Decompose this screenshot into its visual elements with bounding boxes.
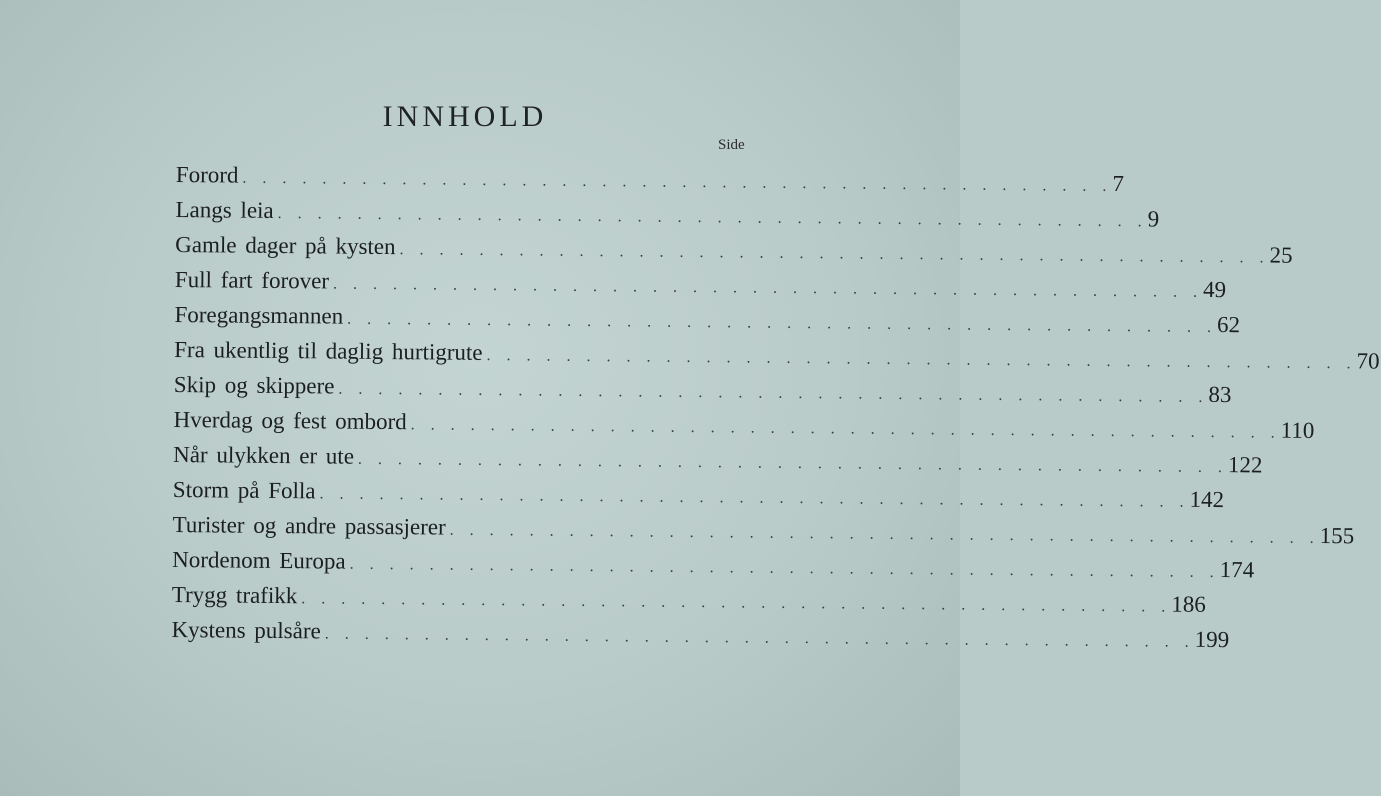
toc-leader-dots: . . . . . . . . . . . . . . . . . . . . . . . . . . . . . . . . . . . . . . . . . . . . — [319, 485, 1190, 511]
toc-entry — [173, 406, 1315, 448]
toc-leader-dots: . . . . . . . . . . . . . . . . . . . . . . . . . . . . . . . . . . . . . . . . . . . . — [242, 169, 1113, 195]
toc-leader-dots: . . . . . . . . . . . . . . . . . . . . . . . . . . . . . . . . . . . . . . . . . . . . — [357, 450, 1228, 477]
toc-entry — [175, 196, 1160, 238]
toc-entry — [175, 231, 1293, 273]
toc-entry-title: Full fart forover — [174, 266, 330, 294]
toc-entry-page: 199 — [1194, 626, 1230, 653]
toc-entry-page: 186 — [1171, 591, 1206, 617]
toc-entry — [174, 336, 1380, 378]
toc-entry-title: Storm på Folla — [172, 476, 316, 504]
toc-entry-page: 62 — [1217, 312, 1241, 338]
toc-entry-title: Trygg trafikk — [171, 581, 298, 609]
toc-entry-page: 122 — [1227, 452, 1263, 478]
toc-leader-dots: . . . . . . . . . . . . . . . . . . . . . . . . . . . . . . . . . . . . . . . . . . . . — [332, 275, 1204, 301]
toc-entry-page: 110 — [1280, 417, 1315, 443]
toc-entry — [171, 581, 1206, 623]
toc-leader-dots: . . . . . . . . . . . . . . . . . . . . . . . . . . . . . . . . . . . . . . . . . . . . — [410, 416, 1281, 442]
toc-entry — [172, 476, 1225, 518]
toc-leader-dots: . . . . . . . . . . . . . . . . . . . . . . . . . . . . . . . . . . . . . . . . . . . . — [277, 204, 1148, 231]
toc-entry — [174, 301, 1241, 343]
toc-entry-page: 142 — [1189, 486, 1225, 513]
toc-entry — [175, 162, 1125, 203]
toc-entry — [172, 511, 1355, 553]
page-column-label: Side — [718, 137, 745, 153]
toc-entry-title: Forord — [175, 162, 239, 188]
toc-entry — [174, 266, 1227, 308]
toc-entry — [173, 371, 1232, 413]
toc-entry-title: Fra ukentlig til daglig hurtigrute — [174, 336, 483, 365]
toc-leader-dots: . . . . . . . . . . . . . . . . . . . . . . . . . . . . . . . . . . . . . . . . . . . . — [338, 380, 1209, 406]
toc-leader-dots: . . . . . . . . . . . . . . . . . . . . . . . . . . . . . . . . . . . . . . . . . . . . — [349, 555, 1220, 582]
toc-entry — [172, 546, 1255, 588]
toc-entry-title: Gamle dager på kysten — [175, 231, 396, 260]
toc-leader-dots: . . . . . . . . . . . . . . . . . . . . . . . . . . . . . . . . . . . . . . . . . . . . — [399, 241, 1270, 267]
toc-leader-dots: . . . . . . . . . . . . . . . . . . . . . . . . . . . . . . . . . . . . . . . . . . . . — [486, 346, 1357, 373]
toc-entry-page: 7 — [1112, 170, 1125, 197]
toc-entry-title: Skip og skippere — [173, 371, 335, 399]
toc-entry — [171, 616, 1230, 658]
toc-leader-dots: . . . . . . . . . . . . . . . . . . . . . . . . . . . . . . . . . . . . . . . . . . . . — [324, 625, 1195, 651]
toc-leader-dots: . . . . . . . . . . . . . . . . . . . . . . . . . . . . . . . . . . . . . . . . . . . . — [449, 521, 1320, 547]
toc-entry-title: Turister og andre passasjerer — [172, 511, 446, 540]
page-title: INNHOLD — [382, 100, 548, 133]
toc-entry-page: 174 — [1219, 557, 1255, 583]
toc-entry-page: 9 — [1147, 206, 1160, 232]
table-of-contents — [171, 162, 1380, 658]
toc-entry-page: 155 — [1319, 522, 1355, 549]
toc-entry-title: Langs leia — [175, 196, 274, 223]
toc-leader-dots: . . . . . . . . . . . . . . . . . . . . . . . . . . . . . . . . . . . . . . . . . . . . — [301, 590, 1172, 616]
toc-entry-page: 25 — [1269, 242, 1293, 268]
toc-entry-title: Hverdag og fest ombord — [173, 406, 407, 435]
toc-entry — [173, 441, 1263, 483]
toc-entry-title: Foregangsmannen — [174, 301, 344, 329]
toc-entry-title: Nordenom Europa — [172, 546, 346, 574]
toc-entry-title: Kystens pulsåre — [171, 616, 321, 644]
toc-leader-dots: . . . . . . . . . . . . . . . . . . . . . . . . . . . . . . . . . . . . . . . . . . . . — [347, 310, 1218, 337]
toc-entry-page: 49 — [1202, 276, 1227, 303]
toc-entry-page: 70 — [1356, 348, 1380, 374]
toc-entry-title: Når ulykken er ute — [173, 441, 355, 469]
toc-entry-page: 83 — [1208, 381, 1232, 408]
